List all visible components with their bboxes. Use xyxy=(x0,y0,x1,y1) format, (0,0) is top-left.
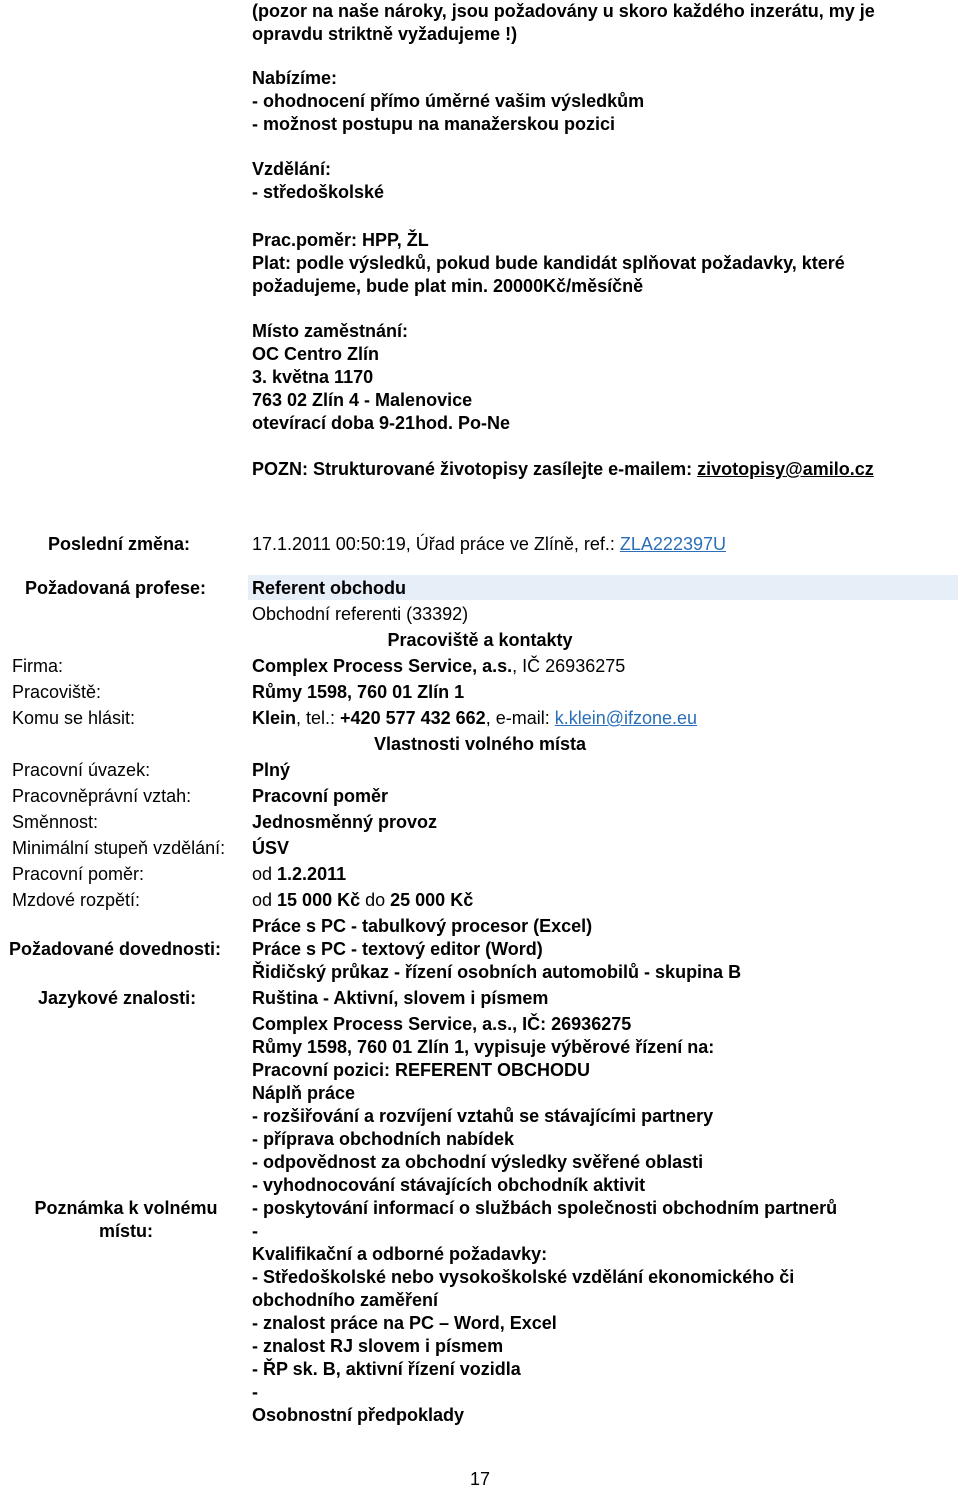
contacts-heading: Pracoviště a kontakty xyxy=(387,630,573,650)
firm-name: Complex Process Service, a.s. xyxy=(252,656,513,676)
profession-label: Požadovaná profese: xyxy=(25,578,207,598)
contact-name: Klein xyxy=(252,708,297,728)
contact-email-link[interactable]: k.klein@ifzone.eu xyxy=(554,708,698,728)
note-line: - ŘP sk. B, aktivní řízení vozidla xyxy=(252,1359,521,1379)
note-line: Kvalifikační a odborné požadavky: xyxy=(252,1244,548,1264)
note-line: - xyxy=(252,1382,258,1402)
education-level-label: Minimální stupeň vzdělání: xyxy=(12,838,226,858)
wage-to: 25 000 Kč xyxy=(390,890,474,910)
contact-value xyxy=(252,707,697,730)
note-line: Pracovní pozici: REFERENT OBCHODU xyxy=(252,1060,591,1080)
contract-section xyxy=(252,229,952,298)
workplace-label: Pracoviště: xyxy=(12,682,102,702)
cv-email-link[interactable]: zivotopisy@amilo.cz xyxy=(697,459,874,479)
note-line: - vyhodnocování stávajících obchodník aktivit xyxy=(252,1175,646,1195)
languages-label: Jazykové znalosti: xyxy=(38,988,197,1008)
offer-item: - ohodnocení přímo úměrné vašim výsledkům xyxy=(252,91,645,111)
note-line: - xyxy=(252,1221,258,1241)
start-value xyxy=(252,863,346,886)
workplace-hours: otevírací doba 9-21hod. Po-Ne xyxy=(252,413,511,433)
note-line: - znalost práce na PC – Word, Excel xyxy=(252,1313,557,1333)
salary-line: požadujeme, bude plat min. 20000Kč/měsíčně xyxy=(252,276,644,296)
wage-value xyxy=(252,889,473,912)
workplace-value: Růmy 1598, 760 01 Zlín 1 xyxy=(252,682,465,702)
education-item: - středoškolské xyxy=(252,182,385,202)
contact-tel-label: , tel.: xyxy=(296,708,341,728)
note-line: - rozšiřování a rozvíjení vztahů se stávajícími partnery xyxy=(252,1106,714,1126)
note-text xyxy=(252,1013,837,1427)
contract-line: Prac.poměr: HPP, ŽL xyxy=(252,230,429,250)
offer-heading: Nabízíme: xyxy=(252,68,338,88)
workplace-heading: Místo zaměstnání: xyxy=(252,321,409,341)
workplace-city: 763 02 Zlín 4 - Malenovice xyxy=(252,390,473,410)
ref-link[interactable]: ZLA222397U xyxy=(619,534,726,554)
page-number: 17 xyxy=(469,1469,491,1489)
relation-label: Pracovněprávní vztah: xyxy=(12,786,192,806)
wage-from: 15 000 Kč xyxy=(277,890,361,910)
note-line: Růmy 1598, 760 01 Zlín 1, vypisuje výběrové řízení na: xyxy=(252,1037,715,1057)
contact-tel: +420 577 432 662 xyxy=(340,708,486,728)
education-section xyxy=(252,158,952,204)
wage-from-prefix: od xyxy=(252,890,278,910)
relation-value: Pracovní poměr xyxy=(252,786,389,806)
cv-note xyxy=(252,458,952,481)
note-line: - znalost RJ slovem i písmem xyxy=(252,1336,504,1356)
start-date: 1.2.2011 xyxy=(277,864,347,884)
shift-label: Směnnost: xyxy=(12,812,99,832)
education-heading: Vzdělání: xyxy=(252,159,332,179)
offer-section xyxy=(252,67,952,136)
firm-label: Firma: xyxy=(12,656,63,676)
workplace-street: 3. května 1170 xyxy=(252,367,374,387)
last-change-value xyxy=(252,533,726,556)
note-label-line: Poznámka k volnému xyxy=(34,1198,218,1218)
note-line: - odpovědnost za obchodní výsledky svěřené oblasti xyxy=(252,1152,704,1172)
requirements-note-line: (pozor na naše nároky, jsou požadovány u skoro každého inzerátu, my je xyxy=(252,1,875,21)
requirements-note-line: opravdu striktně vyžadujeme !) xyxy=(252,24,518,44)
education-level-value: ÚSV xyxy=(252,838,290,858)
start-label: Pracovní poměr: xyxy=(12,864,145,884)
workload-label: Pracovní úvazek: xyxy=(12,760,151,780)
note-label-line: místu: xyxy=(99,1221,153,1241)
skills-label: Požadované dovednosti: xyxy=(9,939,222,959)
note-line: - Středoškolské nebo vysokoškolské vzdělání ekonomického či xyxy=(252,1267,795,1287)
skill-item: Řidičský průkaz - řízení osobních automobilů - skupina B xyxy=(252,962,742,982)
salary-line: Plat: podle výsledků, pokud bude kandidát splňovat požadavky, které xyxy=(252,253,845,273)
offer-item: - možnost postupu na manažerskou pozici xyxy=(252,114,616,134)
note-line: Náplň práce xyxy=(252,1083,356,1103)
last-change-label: Poslední změna: xyxy=(48,534,191,554)
firm-value xyxy=(252,655,625,678)
cv-note-text: POZN: Strukturované životopisy zasílejte e-mailem: xyxy=(252,459,698,479)
workplace-section xyxy=(252,320,952,435)
skill-item: Práce s PC - tabulkový procesor (Excel) xyxy=(252,916,593,936)
properties-heading: Vlastnosti volného místa xyxy=(373,734,587,754)
shift-value: Jednosměnný provoz xyxy=(252,812,438,832)
contact-label: Komu se hlásit: xyxy=(12,708,136,728)
start-prefix: od xyxy=(252,864,278,884)
profession-subvalue: Obchodní referenti (33392) xyxy=(252,604,469,624)
note-line: obchodního zaměření xyxy=(252,1290,439,1310)
workplace-name: OC Centro Zlín xyxy=(252,344,379,364)
wage-to-prefix: do xyxy=(360,890,391,910)
note-label xyxy=(12,1197,240,1243)
note-line: - poskytování informací o službách společnosti obchodním partnerů xyxy=(252,1198,838,1218)
requirements-note xyxy=(252,0,952,46)
contact-email-label: , e-mail: xyxy=(485,708,555,728)
wage-label: Mzdové rozpětí: xyxy=(12,890,141,910)
skills-list xyxy=(252,915,741,984)
last-change-text: 17.1.2011 00:50:19, Úřad práce ve Zlíně, ref.: xyxy=(252,534,620,554)
note-line: Osobnostní předpoklady xyxy=(252,1405,465,1425)
profession-value: Referent obchodu xyxy=(252,578,407,598)
note-line: - příprava obchodních nabídek xyxy=(252,1129,515,1149)
note-line: Complex Process Service, a.s., IČ: 26936275 xyxy=(252,1014,632,1034)
languages-value: Ruština - Aktivní, slovem i písmem xyxy=(252,988,549,1008)
firm-ico: , IČ 26936275 xyxy=(512,656,626,676)
skill-item: Práce s PC - textový editor (Word) xyxy=(252,939,543,959)
workload-value: Plný xyxy=(252,760,291,780)
